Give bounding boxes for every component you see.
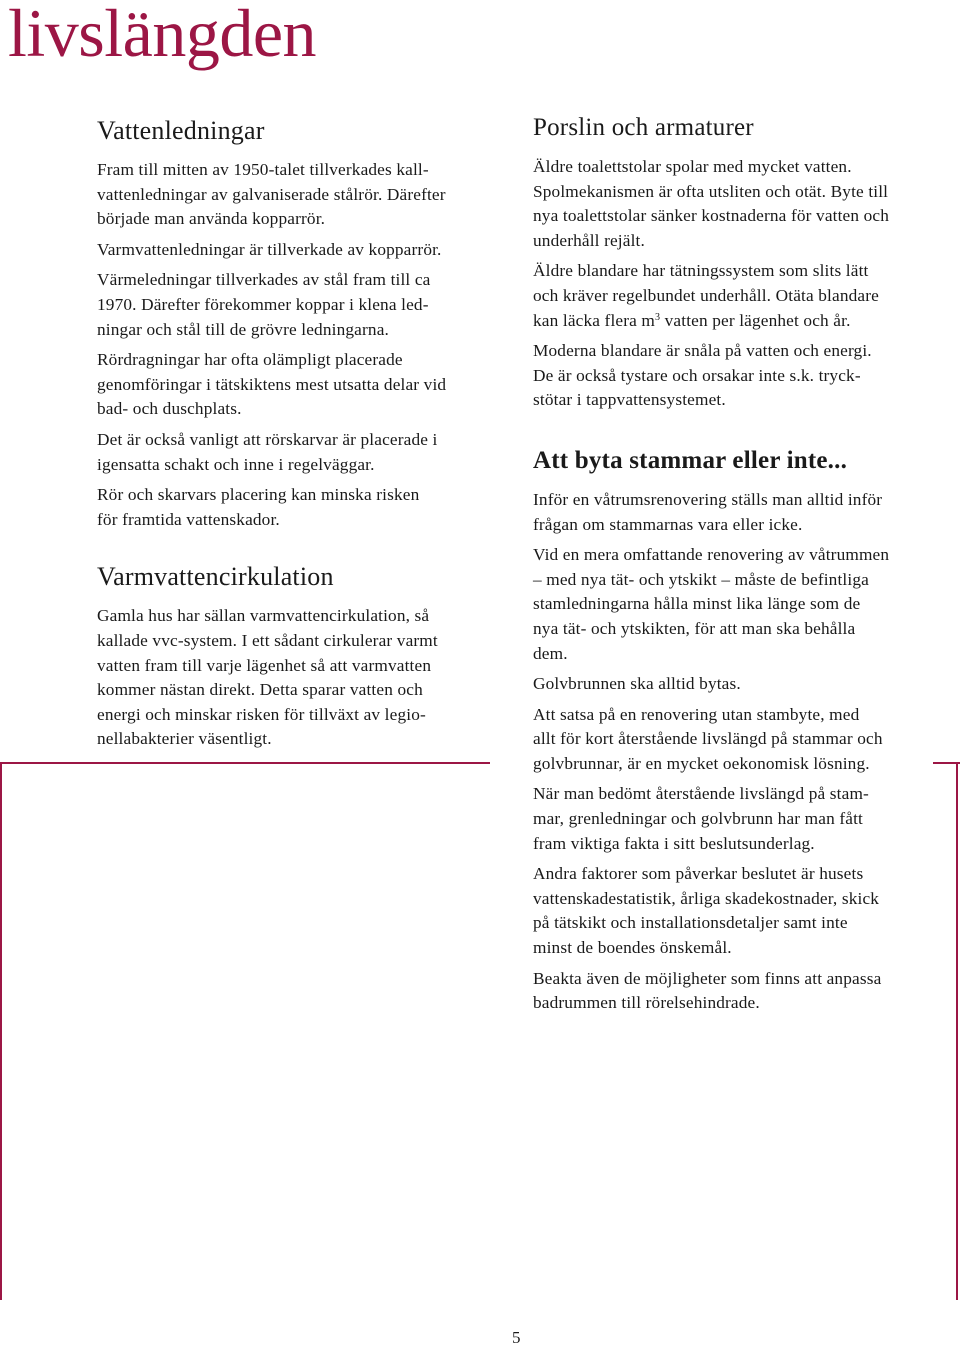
section-body-vattenledningar [97,158,517,532]
paragraph-line: Gamla hus har sällan varmvattencirkulation, så [97,606,430,626]
paragraph-line: bad- och duschplats. [97,399,242,419]
paragraph-line: golvbrunnar, är en mycket oekonomisk lösning. [533,753,870,773]
paragraph-line: mar, grenledningar och golvbrunn har man fått [533,809,863,829]
paragraph-line: på tätskikt och installationsdetaljer samt inte [533,913,848,933]
paragraph [533,259,953,333]
paragraph [533,672,953,697]
left-column [97,116,517,758]
paragraph [97,604,517,752]
frame-rule-left [0,762,2,1300]
paragraph-line: vatten fram till varje lägenhet så att varmvatten [97,655,432,675]
paragraph-line: Äldre blandare har tätningssystem som slits lätt [533,261,869,281]
paragraph-line: De är också tystare och orsakar inte s.k. tryck- [533,365,861,385]
section-title-varmvattencirkulation: Varmvattencirkulation [97,562,334,592]
paragraph-line: stamledningarna hålla minst lika länge som de [533,594,861,614]
paragraph-line: nellabakterier väsentligt. [97,729,272,749]
paragraph-line: kallade vvc-system. I ett sådant cirkulerar varmt [97,630,438,650]
paragraph-line: Varmvattenledningar är tillverkade av kopparrör. [97,239,442,259]
paragraph-line: nya toalettstolar sänker kostnaderna för vatten och [533,206,890,226]
paragraph-line: Inför en våtrumsrenovering ställs man alltid inför [533,489,883,509]
section-title-porslin-och-armaturer: Porslin och armaturer [533,114,754,141]
paragraph [533,543,953,666]
page-number: 5 [512,1328,521,1347]
paragraph-line: för framtida vattenskador. [97,509,280,529]
paragraph [533,967,953,1016]
paragraph-line: underhåll rejält. [533,230,645,250]
paragraph-line: nya tät- och ytskikten, för att man ska behålla [533,618,856,638]
paragraph-line: Moderna blandare är snåla på vatten och energi. [533,341,872,361]
paragraph-line: minst de boendes önskemål. [533,938,732,958]
paragraph [97,158,517,232]
paragraph [97,268,517,342]
paragraph-line: Vid en mera omfattande renovering av våtrummen [533,545,890,565]
paragraph-line: När man bedömt återstående livslängd på stam- [533,784,869,804]
paragraph-line: ningar och stål till de grövre ledningarna. [97,319,389,339]
paragraph [533,862,953,960]
paragraph-line: energi och minskar risken för tillväxt av legio- [97,704,426,724]
paragraph-line: Värmeledningar tillverkades av stål fram till ca [97,270,431,290]
paragraph [97,348,517,422]
paragraph-line: igensatta schakt och inne i regelväggar. [97,454,375,474]
paragraph [97,483,517,532]
section-title-vattenledningar: Vattenledningar [97,116,265,145]
paragraph [533,488,953,537]
paragraph-line: allt för kort återstående livslängd på stammar och [533,729,883,749]
section-body-varmvattencirkulation [97,604,517,752]
paragraph-line: kan läcka flera $m^3$ vatten per lägenhet och år. [533,310,851,330]
paragraph [97,428,517,477]
paragraph-line: Äldre toalettstolar spolar med mycket vatten. [533,157,852,176]
paragraph-line: och kräver regelbundet underhåll. Otäta blandare [533,285,879,305]
section-body-att-byta-stammar [533,488,953,1016]
paragraph-line: Andra faktorer som påverkar beslutet är husets [533,864,864,884]
frame-rule-right [956,762,958,1300]
paragraph-line: vattenskadestatistik, årliga skadekostnader, skick [533,888,880,908]
paragraph-line: Rör och skarvars placering kan minska risken [97,485,420,505]
page-title: livslängden [8,0,317,71]
paragraph-line: Golvbrunnen ska alltid bytas. [533,674,741,694]
paragraph-line: Beakta även de möjligheter som finns att anpassa [533,968,882,988]
paragraph-line: stötar i tappvattensystemet. [533,390,726,410]
paragraph-line: kommer nästan direkt. Detta sparar vatten och [97,680,423,700]
paragraph [533,339,953,413]
paragraph-line: började man använda kopparrör. [97,209,326,229]
paragraph-line: fram viktiga fakta i sitt beslutsunderlag. [533,833,815,853]
paragraph-line: Fram till mitten av 1950-talet tillverkades kall- [97,160,429,179]
paragraph-line: Det är också vanligt att rörskarvar är placerade i [97,429,438,449]
paragraph-line: Rördragningar har ofta olämpligt placerade [97,350,403,370]
frame-rule-top-left [0,762,490,764]
paragraph-line: dem. [533,643,568,663]
paragraph-line: Spolmekanismen är ofta utsliten och otät. Byte till [533,181,889,201]
paragraph-line: vattenledningar av galvaniserade stålrör. Därefter [97,184,446,204]
paragraph-line: – med nya tät- och ytskikt – måste de befintliga [533,569,869,589]
paragraph-line: 1970. Därefter förekommer koppar i klena led- [97,294,429,314]
right-column [533,113,953,1022]
paragraph-line: frågan om stammarnas vara eller icke. [533,514,803,534]
paragraph-line: genomföringar i tätskiktens mest utsatta delar vid [97,374,447,394]
paragraph [533,155,953,253]
paragraph [533,782,953,856]
paragraph-line: badrummen till rörelsehindrade. [533,993,760,1013]
section-title-att-byta-stammar: Att byta stammar eller inte... [533,446,848,474]
paragraph-line: Att satsa på en renovering utan stambyte, med [533,704,860,724]
paragraph [97,238,517,263]
superscript: 3 [655,311,661,323]
paragraph [533,703,953,777]
